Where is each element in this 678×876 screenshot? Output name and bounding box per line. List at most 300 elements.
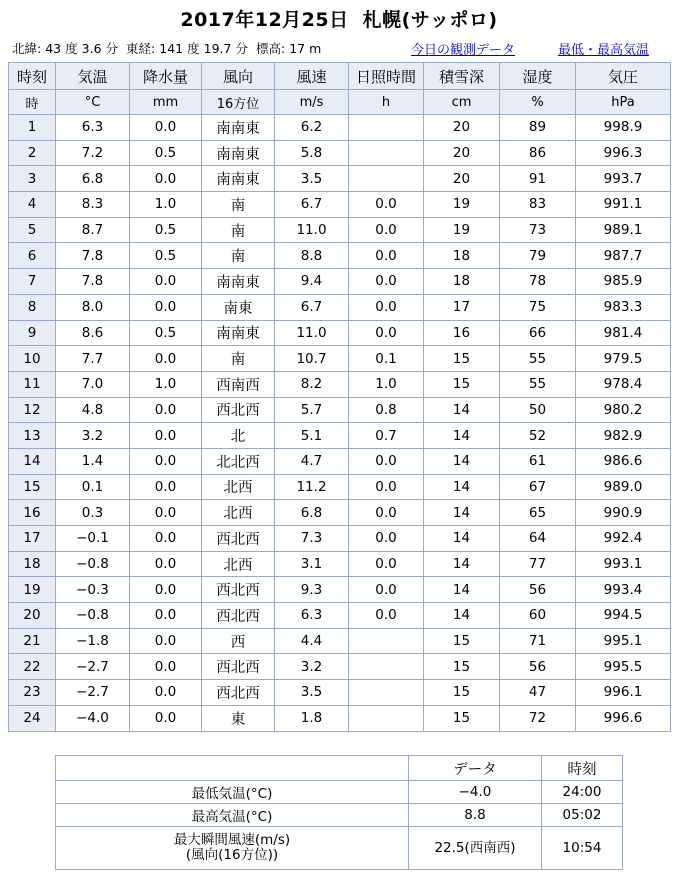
cell-wind-speed: 6.7 xyxy=(275,294,349,320)
cell-pressure: 989.0 xyxy=(576,474,671,500)
cell-snow-depth: 16 xyxy=(424,320,500,346)
latitude-degrees: 43 xyxy=(45,41,62,56)
cell-wind-direction: 南南東 xyxy=(202,166,275,192)
cell-wind-direction: 西南西 xyxy=(202,371,275,397)
cell-sunshine: 0.0 xyxy=(349,294,424,320)
cell-hour: 23 xyxy=(9,680,56,706)
table-row xyxy=(9,243,671,269)
cell-humidity: 73 xyxy=(500,217,576,243)
cell-wind-direction: 南南東 xyxy=(202,115,275,141)
cell-wind-direction: 東 xyxy=(202,705,275,731)
cell-hour: 5 xyxy=(9,217,56,243)
cell-pressure: 998.9 xyxy=(576,115,671,141)
cell-precipitation: 0.0 xyxy=(130,166,202,192)
cell-wind-direction: 北 xyxy=(202,423,275,449)
cell-hour: 3 xyxy=(9,166,56,192)
cell-humidity: 72 xyxy=(500,705,576,731)
cell-wind-direction: 南南東 xyxy=(202,320,275,346)
cell-wind-speed: 7.3 xyxy=(275,526,349,552)
cell-hour: 14 xyxy=(9,448,56,474)
table-row xyxy=(9,577,671,603)
cell-hour: 6 xyxy=(9,243,56,269)
cell-pressure: 990.9 xyxy=(576,500,671,526)
cell-temperature: 8.6 xyxy=(56,320,130,346)
header-pressure: 気圧 xyxy=(576,63,671,90)
cell-wind-speed: 1.8 xyxy=(275,705,349,731)
longitude-minute-unit: 分 xyxy=(235,41,248,56)
cell-wind-speed: 3.5 xyxy=(275,680,349,706)
cell-precipitation: 0.0 xyxy=(130,654,202,680)
cell-hour: 22 xyxy=(9,654,56,680)
cell-hour: 24 xyxy=(9,705,56,731)
cell-precipitation: 0.0 xyxy=(130,628,202,654)
cell-wind-speed: 3.2 xyxy=(275,654,349,680)
cell-temperature: 8.0 xyxy=(56,294,130,320)
header-temperature: 気温 xyxy=(56,63,130,90)
column-header-row xyxy=(9,63,671,90)
cell-hour: 13 xyxy=(9,423,56,449)
cell-humidity: 79 xyxy=(500,243,576,269)
cell-wind-direction: 西北西 xyxy=(202,397,275,423)
cell-snow-depth: 14 xyxy=(424,500,500,526)
table-row xyxy=(9,628,671,654)
latitude-minutes: 3.6 xyxy=(81,41,102,56)
cell-sunshine: 0.0 xyxy=(349,500,424,526)
cell-wind-direction: 西北西 xyxy=(202,603,275,629)
cell-hour: 17 xyxy=(9,526,56,552)
cell-wind-speed: 6.2 xyxy=(275,115,349,141)
cell-hour: 15 xyxy=(9,474,56,500)
cell-precipitation: 0.0 xyxy=(130,577,202,603)
cell-temperature: −0.8 xyxy=(56,603,130,629)
cell-snow-depth: 19 xyxy=(424,192,500,218)
table-row xyxy=(9,526,671,552)
table-row xyxy=(9,423,671,449)
max-gust-label-line2: (風向(16方位)) xyxy=(185,847,279,863)
summary-row-min-temp xyxy=(56,781,623,804)
cell-sunshine: 0.7 xyxy=(349,423,424,449)
page-title xyxy=(0,5,678,32)
cell-temperature: −2.7 xyxy=(56,680,130,706)
unit-wind-direction: 16方位 xyxy=(202,90,275,115)
cell-pressure: 991.1 xyxy=(576,192,671,218)
unit-humidity: % xyxy=(500,90,576,115)
cell-wind-speed: 3.5 xyxy=(275,166,349,192)
cell-precipitation: 0.0 xyxy=(130,680,202,706)
table-row xyxy=(9,192,671,218)
cell-sunshine: 0.0 xyxy=(349,269,424,295)
cell-wind-speed: 5.8 xyxy=(275,140,349,166)
header-humidity: 湿度 xyxy=(500,63,576,90)
max-gust-time: 10:54 xyxy=(542,827,623,870)
cell-hour: 16 xyxy=(9,500,56,526)
header-hour: 時刻 xyxy=(9,63,56,90)
cell-wind-speed: 4.4 xyxy=(275,628,349,654)
cell-snow-depth: 20 xyxy=(424,115,500,141)
unit-precipitation: mm xyxy=(130,90,202,115)
table-row xyxy=(9,654,671,680)
cell-humidity: 60 xyxy=(500,603,576,629)
cell-sunshine xyxy=(349,628,424,654)
cell-wind-speed: 10.7 xyxy=(275,346,349,372)
cell-pressure: 982.9 xyxy=(576,423,671,449)
cell-precipitation: 0.0 xyxy=(130,423,202,449)
summary-row-max-gust xyxy=(56,827,623,870)
min-max-temperature-link[interactable]: 最低・最高気温 xyxy=(558,43,650,58)
cell-pressure: 979.5 xyxy=(576,346,671,372)
unit-row xyxy=(9,90,671,115)
cell-wind-direction: 西北西 xyxy=(202,680,275,706)
cell-hour: 11 xyxy=(9,371,56,397)
cell-hour: 1 xyxy=(9,115,56,141)
cell-wind-direction: 南 xyxy=(202,217,275,243)
table-row xyxy=(9,705,671,731)
cell-wind-direction: 北西 xyxy=(202,500,275,526)
cell-sunshine: 0.0 xyxy=(349,551,424,577)
cell-sunshine: 0.0 xyxy=(349,320,424,346)
cell-humidity: 47 xyxy=(500,680,576,706)
cell-snow-depth: 20 xyxy=(424,166,500,192)
unit-hour: 時 xyxy=(9,90,56,115)
unit-snow-depth: cm xyxy=(424,90,500,115)
cell-temperature: 7.7 xyxy=(56,346,130,372)
latitude-label: 北緯: xyxy=(12,41,42,56)
header-snow-depth: 積雪深 xyxy=(424,63,500,90)
cell-humidity: 56 xyxy=(500,577,576,603)
title-place: 札幌(サッポロ) xyxy=(362,9,498,31)
cell-humidity: 71 xyxy=(500,628,576,654)
cell-pressure: 995.5 xyxy=(576,654,671,680)
cell-humidity: 61 xyxy=(500,448,576,474)
cell-temperature: 7.8 xyxy=(56,243,130,269)
cell-precipitation: 0.0 xyxy=(130,294,202,320)
table-row xyxy=(9,397,671,423)
cell-wind-direction: 北北西 xyxy=(202,448,275,474)
altitude-unit: m xyxy=(309,41,322,56)
cell-precipitation: 0.0 xyxy=(130,115,202,141)
cell-precipitation: 0.0 xyxy=(130,603,202,629)
cell-precipitation: 0.0 xyxy=(130,705,202,731)
cell-snow-depth: 14 xyxy=(424,577,500,603)
cell-humidity: 55 xyxy=(500,346,576,372)
cell-sunshine: 0.0 xyxy=(349,474,424,500)
cell-wind-speed: 11.2 xyxy=(275,474,349,500)
cell-wind-direction: 西北西 xyxy=(202,526,275,552)
cell-snow-depth: 15 xyxy=(424,371,500,397)
cell-pressure: 996.3 xyxy=(576,140,671,166)
summary-header-data: データ xyxy=(409,756,542,781)
cell-sunshine: 1.0 xyxy=(349,371,424,397)
cell-wind-speed: 8.8 xyxy=(275,243,349,269)
cell-precipitation: 1.0 xyxy=(130,192,202,218)
cell-temperature: −0.8 xyxy=(56,551,130,577)
header-wind-speed: 風速 xyxy=(275,63,349,90)
max-gust-label xyxy=(56,827,409,870)
cell-humidity: 86 xyxy=(500,140,576,166)
cell-pressure: 987.7 xyxy=(576,243,671,269)
cell-hour: 4 xyxy=(9,192,56,218)
cell-snow-depth: 14 xyxy=(424,603,500,629)
cell-humidity: 78 xyxy=(500,269,576,295)
table-row xyxy=(9,551,671,577)
cell-precipitation: 0.0 xyxy=(130,474,202,500)
max-gust-label-line1: 最大瞬間風速(m/s) xyxy=(173,832,291,848)
table-row xyxy=(9,294,671,320)
cell-sunshine: 0.8 xyxy=(349,397,424,423)
cell-wind-speed: 4.7 xyxy=(275,448,349,474)
summary-header-blank xyxy=(56,756,409,781)
cell-humidity: 56 xyxy=(500,654,576,680)
cell-wind-speed: 9.3 xyxy=(275,577,349,603)
longitude-degree-unit: 度 xyxy=(187,41,200,56)
cell-snow-depth: 18 xyxy=(424,269,500,295)
cell-wind-speed: 9.4 xyxy=(275,269,349,295)
cell-pressure: 989.1 xyxy=(576,217,671,243)
cell-hour: 20 xyxy=(9,603,56,629)
hourly-observation-table xyxy=(8,62,671,732)
table-row xyxy=(9,115,671,141)
cell-wind-speed: 6.8 xyxy=(275,500,349,526)
cell-humidity: 55 xyxy=(500,371,576,397)
cell-pressure: 981.4 xyxy=(576,320,671,346)
cell-humidity: 89 xyxy=(500,115,576,141)
cell-wind-direction: 南南東 xyxy=(202,269,275,295)
cell-wind-speed: 3.1 xyxy=(275,551,349,577)
cell-sunshine: 0.0 xyxy=(349,243,424,269)
cell-sunshine xyxy=(349,654,424,680)
cell-wind-direction: 南 xyxy=(202,243,275,269)
cell-temperature: 7.8 xyxy=(56,269,130,295)
cell-wind-speed: 6.7 xyxy=(275,192,349,218)
cell-wind-direction: 南 xyxy=(202,346,275,372)
table-row xyxy=(9,371,671,397)
cell-temperature: −2.7 xyxy=(56,654,130,680)
cell-sunshine: 0.1 xyxy=(349,346,424,372)
cell-wind-speed: 11.0 xyxy=(275,217,349,243)
cell-sunshine: 0.0 xyxy=(349,448,424,474)
table-row xyxy=(9,166,671,192)
cell-wind-direction: 南 xyxy=(202,192,275,218)
cell-pressure: 980.2 xyxy=(576,397,671,423)
cell-sunshine xyxy=(349,166,424,192)
cell-humidity: 67 xyxy=(500,474,576,500)
cell-snow-depth: 20 xyxy=(424,140,500,166)
cell-wind-speed: 6.3 xyxy=(275,603,349,629)
title-date: 2017年12月25日 xyxy=(180,9,349,31)
cell-pressure: 983.3 xyxy=(576,294,671,320)
cell-wind-speed: 8.2 xyxy=(275,371,349,397)
cell-snow-depth: 14 xyxy=(424,397,500,423)
cell-pressure: 996.1 xyxy=(576,680,671,706)
cell-hour: 10 xyxy=(9,346,56,372)
cell-wind-direction: 南東 xyxy=(202,294,275,320)
cell-temperature: −0.1 xyxy=(56,526,130,552)
cell-snow-depth: 14 xyxy=(424,551,500,577)
cell-precipitation: 1.0 xyxy=(130,371,202,397)
cell-temperature: 7.2 xyxy=(56,140,130,166)
cell-precipitation: 0.0 xyxy=(130,397,202,423)
cell-hour: 18 xyxy=(9,551,56,577)
cell-temperature: 3.2 xyxy=(56,423,130,449)
cell-snow-depth: 15 xyxy=(424,628,500,654)
cell-hour: 9 xyxy=(9,320,56,346)
longitude-minutes: 19.7 xyxy=(203,41,232,56)
cell-humidity: 65 xyxy=(500,500,576,526)
table-row xyxy=(9,680,671,706)
cell-sunshine xyxy=(349,705,424,731)
cell-temperature: 6.8 xyxy=(56,166,130,192)
table-row xyxy=(9,500,671,526)
cell-temperature: 4.8 xyxy=(56,397,130,423)
cell-snow-depth: 15 xyxy=(424,654,500,680)
min-temp-value: −4.0 xyxy=(409,781,542,804)
cell-precipitation: 0.5 xyxy=(130,320,202,346)
cell-hour: 21 xyxy=(9,628,56,654)
cell-pressure: 986.6 xyxy=(576,448,671,474)
cell-humidity: 83 xyxy=(500,192,576,218)
cell-pressure: 996.6 xyxy=(576,705,671,731)
cell-sunshine: 0.0 xyxy=(349,217,424,243)
latitude-minute-unit: 分 xyxy=(105,41,119,56)
cell-hour: 7 xyxy=(9,269,56,295)
cell-hour: 12 xyxy=(9,397,56,423)
unit-wind-speed: m/s xyxy=(275,90,349,115)
cell-sunshine xyxy=(349,115,424,141)
cell-wind-direction: 南南東 xyxy=(202,140,275,166)
cell-pressure: 992.4 xyxy=(576,526,671,552)
latitude-degree-unit: 度 xyxy=(65,41,78,56)
station-info xyxy=(12,39,672,57)
cell-snow-depth: 15 xyxy=(424,705,500,731)
cell-pressure: 995.1 xyxy=(576,628,671,654)
longitude-label: 東経: xyxy=(126,41,156,56)
cell-humidity: 91 xyxy=(500,166,576,192)
cell-sunshine: 0.0 xyxy=(349,526,424,552)
table-row xyxy=(9,474,671,500)
cell-pressure: 993.4 xyxy=(576,577,671,603)
cell-precipitation: 0.0 xyxy=(130,526,202,552)
cell-wind-speed: 11.0 xyxy=(275,320,349,346)
unit-pressure: hPa xyxy=(576,90,671,115)
cell-humidity: 52 xyxy=(500,423,576,449)
cell-hour: 19 xyxy=(9,577,56,603)
cell-temperature: −0.3 xyxy=(56,577,130,603)
cell-precipitation: 0.5 xyxy=(130,217,202,243)
cell-wind-speed: 5.1 xyxy=(275,423,349,449)
cell-temperature: 0.3 xyxy=(56,500,130,526)
cell-snow-depth: 15 xyxy=(424,346,500,372)
cell-wind-direction: 西北西 xyxy=(202,577,275,603)
table-row xyxy=(9,346,671,372)
cell-precipitation: 0.0 xyxy=(130,448,202,474)
min-temp-time: 24:00 xyxy=(542,781,623,804)
cell-sunshine: 0.0 xyxy=(349,192,424,218)
cell-wind-direction: 北西 xyxy=(202,551,275,577)
cell-humidity: 77 xyxy=(500,551,576,577)
summary-table xyxy=(55,755,623,870)
cell-sunshine xyxy=(349,140,424,166)
cell-wind-direction: 西 xyxy=(202,628,275,654)
cell-hour: 8 xyxy=(9,294,56,320)
max-temp-value: 8.8 xyxy=(409,804,542,827)
cell-humidity: 64 xyxy=(500,526,576,552)
altitude-label: 標高: xyxy=(255,41,286,56)
cell-humidity: 50 xyxy=(500,397,576,423)
cell-temperature: 6.3 xyxy=(56,115,130,141)
cell-snow-depth: 14 xyxy=(424,448,500,474)
cell-pressure: 994.5 xyxy=(576,603,671,629)
longitude-degrees: 141 xyxy=(159,41,184,56)
cell-pressure: 993.7 xyxy=(576,166,671,192)
cell-snow-depth: 17 xyxy=(424,294,500,320)
cell-temperature: −4.0 xyxy=(56,705,130,731)
cell-precipitation: 0.0 xyxy=(130,500,202,526)
cell-wind-speed: 5.7 xyxy=(275,397,349,423)
unit-temperature: °C xyxy=(56,90,130,115)
hourly-table-body xyxy=(9,115,671,732)
cell-precipitation: 0.0 xyxy=(130,269,202,295)
table-row xyxy=(9,320,671,346)
unit-sunshine: h xyxy=(349,90,424,115)
cell-snow-depth: 15 xyxy=(424,680,500,706)
altitude-value: 17 xyxy=(289,41,306,56)
table-row xyxy=(9,217,671,243)
cell-temperature: 1.4 xyxy=(56,448,130,474)
table-row xyxy=(9,269,671,295)
summary-header-row xyxy=(56,756,623,781)
cell-temperature: 8.3 xyxy=(56,192,130,218)
cell-precipitation: 0.0 xyxy=(130,346,202,372)
max-gust-value: 22.5(西南西) xyxy=(409,827,542,870)
header-wind-direction: 風向 xyxy=(202,63,275,90)
cell-snow-depth: 14 xyxy=(424,474,500,500)
cell-pressure: 978.4 xyxy=(576,371,671,397)
cell-wind-direction: 西北西 xyxy=(202,654,275,680)
max-temp-label: 最高気温(°C) xyxy=(56,804,409,827)
cell-sunshine: 0.0 xyxy=(349,577,424,603)
cell-wind-direction: 北西 xyxy=(202,474,275,500)
cell-snow-depth: 18 xyxy=(424,243,500,269)
summary-row-max-temp xyxy=(56,804,623,827)
cell-precipitation: 0.5 xyxy=(130,140,202,166)
header-precipitation: 降水量 xyxy=(130,63,202,90)
table-row xyxy=(9,448,671,474)
cell-temperature: 7.0 xyxy=(56,371,130,397)
cell-humidity: 75 xyxy=(500,294,576,320)
today-observation-link[interactable]: 今日の観測データ xyxy=(411,43,516,58)
summary-header-time: 時刻 xyxy=(542,756,623,781)
cell-pressure: 985.9 xyxy=(576,269,671,295)
cell-snow-depth: 14 xyxy=(424,526,500,552)
cell-humidity: 66 xyxy=(500,320,576,346)
table-row xyxy=(9,603,671,629)
table-row xyxy=(9,140,671,166)
cell-sunshine: 0.0 xyxy=(349,603,424,629)
cell-temperature: −1.8 xyxy=(56,628,130,654)
cell-pressure: 993.1 xyxy=(576,551,671,577)
min-temp-label: 最低気温(°C) xyxy=(56,781,409,804)
cell-precipitation: 0.0 xyxy=(130,551,202,577)
cell-hour: 2 xyxy=(9,140,56,166)
max-temp-time: 05:02 xyxy=(542,804,623,827)
cell-snow-depth: 19 xyxy=(424,217,500,243)
cell-temperature: 0.1 xyxy=(56,474,130,500)
cell-temperature: 8.7 xyxy=(56,217,130,243)
cell-precipitation: 0.5 xyxy=(130,243,202,269)
header-sunshine: 日照時間 xyxy=(349,63,424,90)
cell-snow-depth: 14 xyxy=(424,423,500,449)
cell-sunshine xyxy=(349,680,424,706)
